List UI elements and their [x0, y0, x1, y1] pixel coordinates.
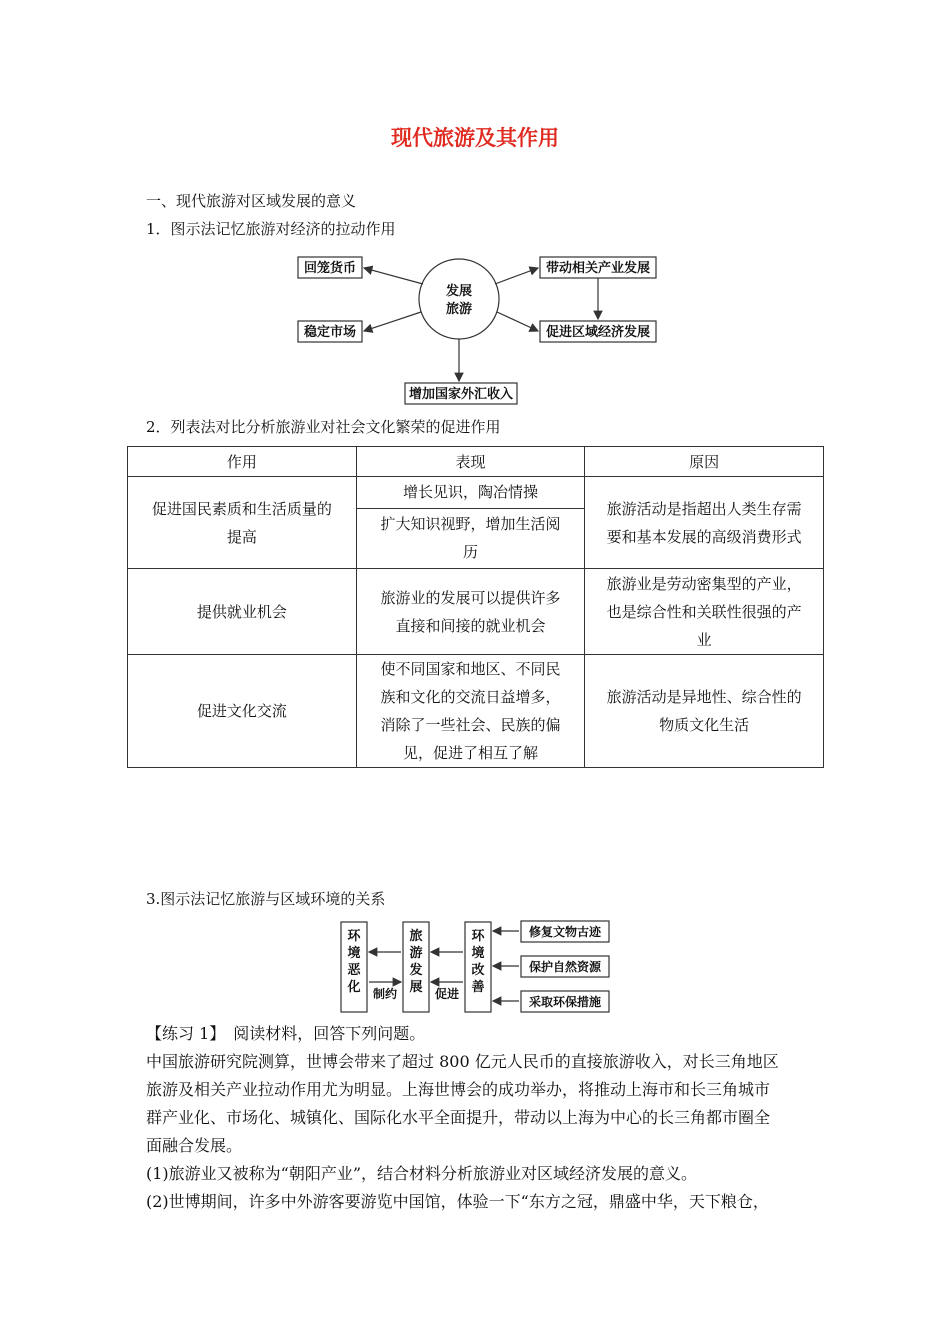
table-row: [128, 569, 824, 655]
item-2-heading: 2．列表法对比分析旅游业对社会文化繁荣的促进作用: [146, 418, 501, 436]
cell-show: [356, 569, 585, 655]
label-bottom: 增加国家外汇收入: [408, 387, 514, 402]
cell-sub: [357, 477, 585, 509]
cell-line: 消除了一些社会、民族的偏: [380, 716, 561, 734]
label-left-top: 回笼货币: [303, 261, 357, 276]
cell-line: 促进文化交流: [196, 702, 287, 720]
economy-diagram: [0, 248, 950, 408]
question-2: (2)世博期间，许多中外游客要游览中国馆，体验一下“东方之冠，鼎盛中华，天下粮仓，: [146, 1192, 769, 1211]
measure-label-3: 采取环保措施: [528, 995, 602, 1009]
material-line: 旅游及相关产业拉动作用尤为明显。上海世博会的成功举办，将推动上海市和长三角城市: [146, 1080, 771, 1099]
question-1: (1)旅游业又被称为“朝阳产业”，结合材料分析旅游业对区域经济发展的意义。: [146, 1164, 698, 1183]
cell-line: 旅游活动是异地性、综合性的: [606, 688, 802, 706]
cell-line: 也是综合性和关联性很强的产: [606, 602, 802, 621]
table-row: [128, 655, 824, 768]
material-line: 面融合发展。: [146, 1136, 243, 1155]
cell-line: 扩大知识视野，增加生活阅: [380, 515, 561, 533]
label-constrain: 制约: [372, 987, 398, 1001]
cell-reason: [585, 569, 824, 655]
cell-show: [356, 655, 585, 768]
material-line: 群产业化、市场化、城镇化、国际化水平全面提升，带动以上海为中心的长三角都市圈全: [146, 1108, 771, 1127]
table-row: [128, 477, 824, 569]
label-tourism: 旅游发展: [409, 929, 423, 995]
exercise-tag: 【练习 1】: [146, 1024, 226, 1043]
comparison-table: [127, 446, 824, 768]
cell-line: 旅游业是劳动密集型的产业，: [606, 574, 802, 593]
label-promote: 促进: [434, 987, 460, 1001]
exercise-intro: [146, 1020, 425, 1048]
cell-line: 历: [462, 543, 478, 561]
cell-line: 族和文化的交流日益增多，: [380, 688, 561, 706]
cell-line: 增长见识，陶冶情操: [402, 483, 538, 501]
cell-sub: [357, 509, 585, 568]
cell-line: 直接和间接的就业机会: [395, 616, 546, 635]
cell-reason: [585, 655, 824, 768]
measure-label-1: 修复文物古迹: [528, 925, 602, 939]
cell-line: 提高: [226, 527, 257, 546]
cell-line: 物质文化生活: [659, 716, 750, 734]
item-3-heading: 3.图示法记忆旅游与区域环境的关系: [146, 890, 386, 908]
cell-show: [356, 477, 585, 569]
cell-line: 使不同国家和地区、不同民: [380, 660, 561, 678]
cell-line: 旅游业的发展可以提供许多: [380, 588, 561, 607]
environment-diagram: [0, 916, 950, 1016]
cell-line: 见，促进了相互了解: [402, 744, 538, 762]
cell-line: 促进国民素质和生活质量的: [151, 499, 332, 518]
label-left-bottom: 稳定市场: [303, 325, 357, 340]
cell-line: 提供就业机会: [196, 602, 287, 621]
center-circle: [419, 259, 499, 339]
header-reason: 原因: [585, 447, 824, 477]
material-line: 中国旅游研究院测算，世博会带来了超过 800 亿元人民币的直接旅游收入，对长三角地区: [146, 1052, 779, 1071]
center-label-1: 发展: [445, 284, 473, 299]
cell-reason: [585, 477, 824, 569]
label-right-bottom: 促进区域经济发展: [545, 325, 651, 340]
label-env-better: 环境改善: [471, 929, 485, 995]
page-title: 现代旅游及其作用: [391, 126, 559, 150]
section-heading: 一、现代旅游对区域发展的意义: [146, 192, 357, 210]
header-role: 作用: [128, 447, 357, 477]
cell-role: [128, 655, 357, 768]
header-show: 表现: [356, 447, 585, 477]
cell-role: [128, 569, 357, 655]
item-1-heading: 1．图示法记忆旅游对经济的拉动作用: [146, 220, 396, 238]
exercise-instruction: 阅读材料，回答下列问题。: [233, 1024, 426, 1043]
cell-line: 旅游活动是指超出人类生存需: [606, 499, 802, 518]
label-right-top: 带动相关产业发展: [545, 261, 651, 276]
table-header-row: [128, 447, 824, 477]
cell-line: 要和基本发展的高级消费形式: [606, 527, 802, 546]
center-label-2: 旅游: [445, 302, 473, 317]
cell-line: 业: [696, 630, 712, 649]
cell-role: [128, 477, 357, 569]
label-env-worse: 环境恶化: [347, 929, 361, 995]
measure-label-2: 保护自然资源: [528, 960, 602, 974]
